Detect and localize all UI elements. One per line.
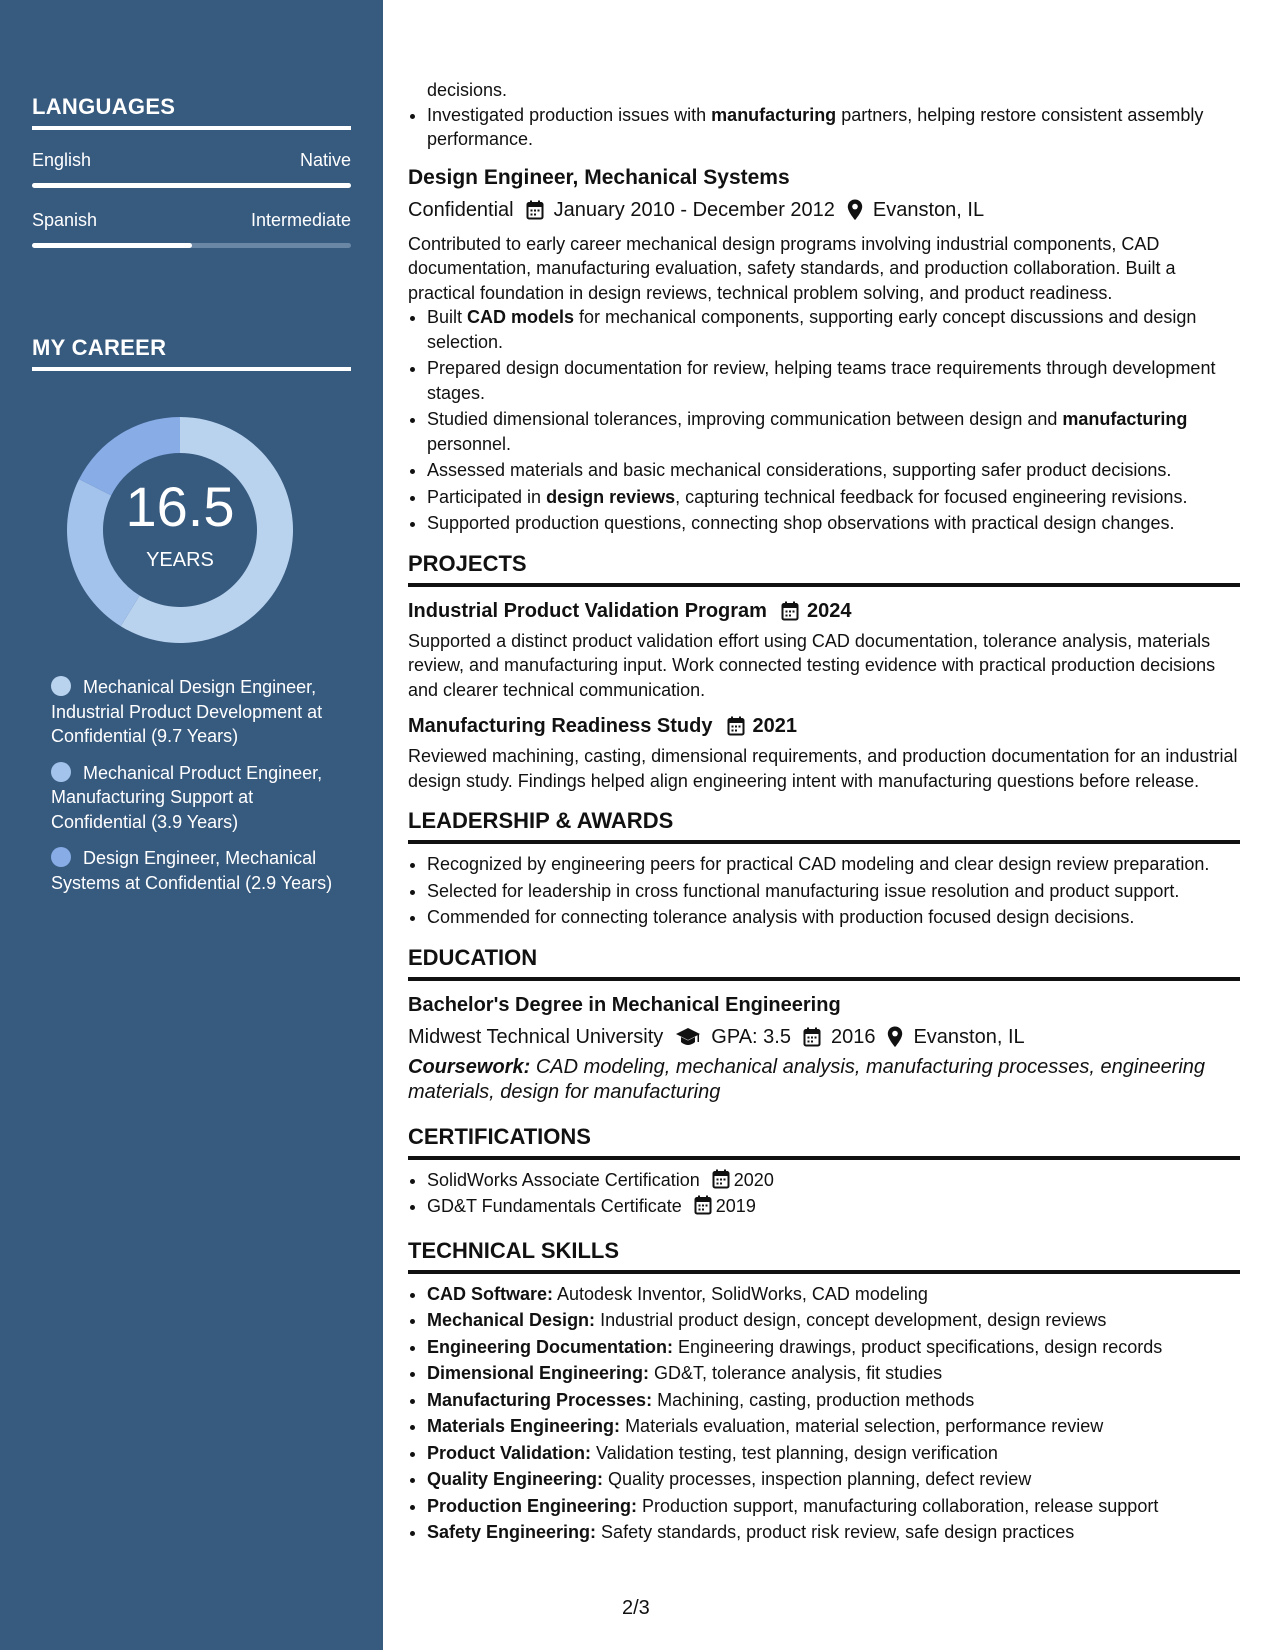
job-summary: Contributed to early career mechanical design programs involving industrial components, CAD documentation, manufacturing evaluation, safety standards, and production collaboration. Built a practical foundation in design reviews, technical problem solving, and product readiness. xyxy=(408,233,1176,303)
coursework-label: Coursework: xyxy=(408,1055,531,1078)
coursework xyxy=(408,1055,1240,1105)
skill-value: Production support, manufacturing collaboration, release support xyxy=(642,1495,1159,1516)
skill-item xyxy=(427,1308,1240,1333)
calendar-icon xyxy=(712,1169,730,1189)
location-pin-icon xyxy=(887,1026,903,1048)
skill-label: Dimensional Engineering: xyxy=(427,1363,650,1383)
skill-label: Mechanical Design: xyxy=(427,1310,596,1330)
project-year: 2021 xyxy=(752,715,797,737)
projects-heading: PROJECTS xyxy=(408,550,1240,587)
bullet-text: Assessed materials and basic mechanical considerations, supporting safer product decisions. xyxy=(427,460,1172,480)
education-meta xyxy=(408,1023,1240,1051)
graduation-year: 2016 xyxy=(830,1025,876,1048)
calendar-icon xyxy=(781,601,799,621)
skill-value: Materials evaluation, material selection, performance review xyxy=(625,1416,1104,1436)
legend-dot-icon xyxy=(51,676,71,696)
experience-bullet xyxy=(427,356,1240,405)
language-item xyxy=(32,150,351,188)
bullet-text: Prepared design documentation for review, helping teams trace requirements through development stages. xyxy=(427,358,1216,403)
bullet-bold: manufacturing xyxy=(1062,409,1188,429)
bullet-text: partners, helping restore consistent assembly performance. xyxy=(427,104,1204,149)
page-number: 2/3 xyxy=(622,1597,650,1619)
job-meta xyxy=(408,196,1240,224)
career-legend-text: Mechanical Design Engineer, Industrial Product Development at Confidential (9.7 Years) xyxy=(51,677,323,746)
project-title-row xyxy=(408,712,1240,740)
bullet-text: Built xyxy=(427,307,468,327)
career-section xyxy=(32,335,351,371)
project-description: Supported a distinct product validation effort using CAD documentation, tolerance analysis, materials review, and manufacturing input. Work connected testing evidence with practical production decisions and clearer technical communication. xyxy=(408,630,1216,700)
education-heading: EDUCATION xyxy=(408,944,1240,981)
job-company: Confidential xyxy=(408,198,514,221)
language-level: Intermediate xyxy=(250,210,351,230)
experience-bullet xyxy=(427,407,1240,456)
skill-item xyxy=(427,1361,1240,1386)
skill-value: Quality processes, inspection planning, defect review xyxy=(608,1469,1032,1489)
skill-label: Production Engineering: xyxy=(427,1495,637,1516)
carryover-text: decisions. xyxy=(427,80,508,100)
skill-item xyxy=(427,1414,1240,1439)
calendar-icon xyxy=(694,1195,712,1215)
language-name: Spanish xyxy=(32,210,98,230)
school-location: Evanston, IL xyxy=(913,1025,1025,1048)
certification-year: 2019 xyxy=(715,1196,756,1216)
job-location: Evanston, IL xyxy=(872,198,985,221)
skill-item xyxy=(427,1441,1240,1466)
bullet-text: Supported production questions, connecting shop observations with practical design changes. xyxy=(427,513,1175,533)
languages-section xyxy=(32,94,351,248)
career-legend xyxy=(51,675,341,907)
job-dates: January 2010 - December 2012 xyxy=(553,198,835,221)
language-item xyxy=(32,210,351,248)
bullet-bold: manufacturing xyxy=(711,104,837,125)
calendar-icon xyxy=(727,716,745,736)
language-level-bar xyxy=(32,183,351,188)
bullet-text: Investigated production issues with xyxy=(427,104,712,125)
leadership-item: • Recognized by engineering peers for practical CAD modeling and clear design review preparation. xyxy=(427,852,1240,877)
languages-heading: LANGUAGES xyxy=(32,94,351,130)
leadership-list xyxy=(408,852,1240,930)
certifications-heading: CERTIFICATIONS xyxy=(408,1123,1240,1160)
experience-bullet xyxy=(427,458,1240,483)
skill-label: Materials Engineering: xyxy=(427,1416,621,1436)
language-level-fill xyxy=(32,243,192,248)
bullet-text: for mechanical components, supporting early concept discussions and design selection. xyxy=(427,307,1197,352)
bullet-text: , capturing technical feedback for focused engineering revisions. xyxy=(675,486,1188,507)
leadership-item: • Commended for connecting tolerance analysis with production focused design decisions. xyxy=(427,905,1240,930)
skill-item xyxy=(427,1467,1240,1492)
career-donut-chart xyxy=(62,412,298,648)
gpa: GPA: 3.5 xyxy=(711,1025,791,1048)
calendar-icon xyxy=(526,200,544,220)
carryover-bullets xyxy=(408,103,1240,152)
experience-bullet xyxy=(427,511,1240,536)
language-level: Native xyxy=(299,150,351,170)
bullet-text: personnel. xyxy=(427,433,512,454)
language-level-fill xyxy=(32,183,351,188)
legend-dot-icon xyxy=(51,847,71,867)
job-bullets xyxy=(408,305,1240,536)
certification-name: SolidWorks Associate Certification xyxy=(427,1169,700,1190)
skill-value: Industrial product design, concept development, design reviews xyxy=(600,1310,1107,1330)
legend-dot-icon xyxy=(51,762,71,782)
certification-name: GD&T Fundamentals Certificate xyxy=(427,1196,682,1216)
leadership-item: • Selected for leadership in cross functional manufacturing issue resolution and product support. xyxy=(427,879,1240,904)
skill-value: GD&T, tolerance analysis, fit studies xyxy=(654,1363,943,1383)
skill-item xyxy=(427,1282,1240,1307)
calendar-icon xyxy=(803,1027,821,1047)
certification-item xyxy=(427,1168,1240,1193)
bullet-bold: CAD models xyxy=(467,307,575,327)
career-legend-item xyxy=(51,761,341,835)
degree-title: Bachelor's Degree in Mechanical Engineering xyxy=(408,993,841,1016)
leadership-heading: LEADERSHIP & AWARDS xyxy=(408,807,1240,844)
bullet-text: Participated in xyxy=(427,486,547,507)
career-heading: MY CAREER xyxy=(32,335,351,371)
skill-item xyxy=(427,1388,1240,1413)
skill-label: Manufacturing Processes: xyxy=(427,1389,653,1410)
project-description: Reviewed machining, casting, dimensional requirements, and production documentation for an industrial design study. Findings helped align engineering intent with manufacturing questions before release. xyxy=(408,746,1238,791)
skill-value: Validation testing, test planning, design verification xyxy=(596,1442,998,1463)
sidebar xyxy=(0,0,383,1650)
main-content xyxy=(408,78,1240,1547)
skill-item xyxy=(427,1494,1240,1519)
career-legend-text: Mechanical Product Engineer, Manufacturing Support at Confidential (3.9 Years) xyxy=(51,762,323,832)
skill-item xyxy=(427,1520,1240,1545)
skill-value: Safety standards, product risk review, safe design practices xyxy=(601,1522,1075,1542)
skill-item xyxy=(427,1335,1240,1360)
project-title: Industrial Product Validation Program xyxy=(408,599,767,622)
career-legend-text: Design Engineer, Mechanical Systems at Confidential (2.9 Years) xyxy=(51,848,333,893)
job-title: Design Engineer, Mechanical Systems xyxy=(408,165,790,189)
certification-year: 2020 xyxy=(733,1169,774,1190)
skill-value: Engineering drawings, product specifications, design records xyxy=(678,1336,1163,1357)
skill-value: Machining, casting, production methods xyxy=(657,1389,975,1410)
career-total-years: 16.5 xyxy=(125,475,235,538)
skills-list xyxy=(408,1282,1240,1545)
certification-item xyxy=(427,1194,1240,1219)
experience-bullet xyxy=(427,305,1240,354)
bullet-bold: design reviews xyxy=(546,486,676,507)
skill-label: Engineering Documentation: xyxy=(427,1336,674,1357)
coursework-text: CAD modeling, mechanical analysis, manufacturing processes, engineering materials, design for manufacturing xyxy=(408,1055,1206,1103)
skill-label: CAD Software: xyxy=(427,1283,554,1304)
certifications-list xyxy=(408,1168,1240,1219)
skill-label: Quality Engineering: xyxy=(427,1469,604,1489)
school-name: Midwest Technical University xyxy=(408,1025,664,1048)
experience-bullet xyxy=(427,485,1240,510)
career-legend-item xyxy=(51,846,341,895)
skill-label: Safety Engineering: xyxy=(427,1522,597,1542)
skills-heading: TECHNICAL SKILLS xyxy=(408,1237,1240,1274)
language-level-bar xyxy=(32,243,351,248)
language-name: English xyxy=(32,150,92,170)
career-total-unit: YEARS xyxy=(146,549,214,571)
career-legend-item xyxy=(51,675,341,749)
location-pin-icon xyxy=(847,199,863,221)
experience-bullet xyxy=(427,103,1240,152)
project-title-row xyxy=(408,597,1240,625)
skill-label: Product Validation: xyxy=(427,1442,592,1463)
project-title: Manufacturing Readiness Study xyxy=(408,715,713,737)
bullet-text: Studied dimensional tolerances, improving communication between design and xyxy=(427,409,1063,429)
skill-value: Autodesk Inventor, SolidWorks, CAD modeling xyxy=(557,1283,928,1304)
graduation-cap-icon xyxy=(675,1027,701,1047)
project-year: 2024 xyxy=(806,599,852,622)
